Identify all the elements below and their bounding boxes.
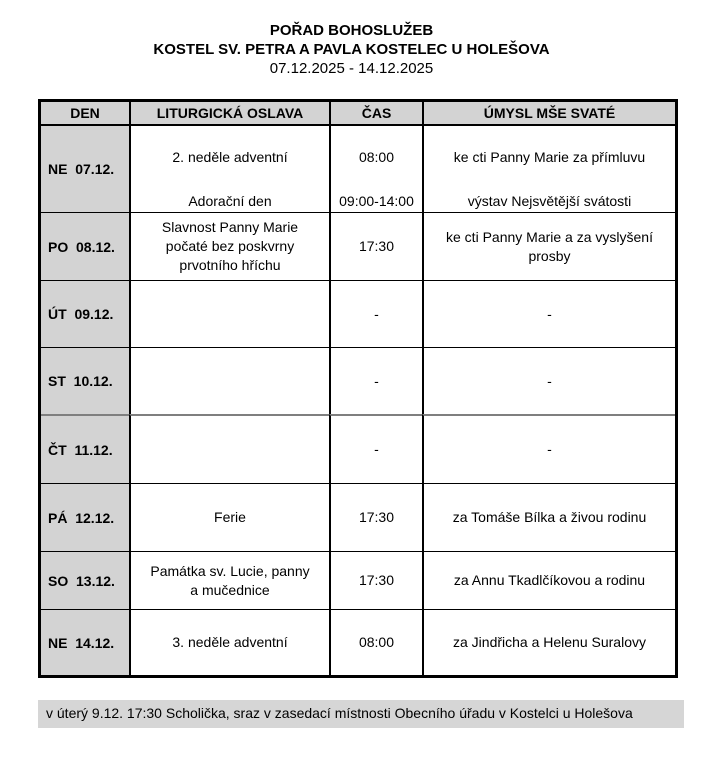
time-cell: 08:00 xyxy=(329,609,422,675)
day-cell: PÁ 12.12. xyxy=(41,483,129,551)
liturgy-cell: 3. neděle adventní xyxy=(129,609,329,675)
time-cell: 17:30 xyxy=(329,212,422,280)
footer-note: v úterý 9.12. 17:30 Scholička, sraz v zasedací místnosti Obecního úřadu v Kostelci u Holešova xyxy=(38,700,684,728)
intention-line-bottom: výstav Nejsvětější svátosti xyxy=(467,193,632,209)
page-title: POŘAD BOHOSLUŽEB xyxy=(269,22,434,39)
time-line-bottom: 09:00-14:00 xyxy=(339,193,414,209)
liturgy-cell xyxy=(129,347,329,414)
time-cell: 17:30 xyxy=(329,483,422,551)
day-cell: PO 08.12. xyxy=(41,212,129,280)
liturgy-line-bottom: Adorační den xyxy=(188,193,272,209)
day-cell: ÚT 09.12. xyxy=(41,280,129,347)
liturgy-cell xyxy=(129,414,329,483)
intention-line: ke cti Panny Marie a za vyslyšení xyxy=(446,228,653,245)
schedule-table xyxy=(38,99,678,678)
liturgy-line: prvotního hříchu xyxy=(179,257,281,273)
time-cell: - xyxy=(329,347,422,414)
intention-cell: za Annu Tkadlčíkovou a rodinu xyxy=(422,551,675,609)
day-cell: SO 13.12. xyxy=(41,551,129,609)
header-cell-time: ČAS xyxy=(329,102,422,126)
header-cell-day: DEN xyxy=(41,102,129,126)
day-cell: NE 14.12. xyxy=(41,609,129,675)
liturgy-cell xyxy=(129,212,329,280)
intention-cell: za Tomáše Bílka a živou rodinu xyxy=(422,483,675,551)
intention-cell: - xyxy=(422,414,675,483)
time-cell: - xyxy=(329,280,422,347)
header-cell-liturgy: LITURGICKÁ OSLAVA xyxy=(129,102,329,126)
time-cell: - xyxy=(329,414,422,483)
intention-cell xyxy=(422,212,675,280)
time-line-top: 08:00 xyxy=(358,148,395,165)
liturgy-cell xyxy=(129,280,329,347)
time-cell: 17:30 xyxy=(329,551,422,609)
intention-line: prosby xyxy=(528,247,571,264)
day-cell: ČT 11.12. xyxy=(41,414,129,483)
time-cell xyxy=(329,126,422,212)
intention-cell: za Jindřicha a Helenu Suralovy xyxy=(422,609,675,675)
header-cell-intention: ÚMYSL MŠE SVATÉ xyxy=(422,102,675,126)
liturgy-cell xyxy=(129,126,329,212)
liturgy-line: Slavnost Panny Marie xyxy=(161,219,299,235)
liturgy-line: počaté bez poskvrny xyxy=(165,238,295,254)
church-title: KOSTEL SV. PETRA A PAVLA KOSTELEC U HOLEŠOVA xyxy=(153,41,550,58)
day-cell: NE 07.12. xyxy=(41,126,129,212)
intention-line-top: ke cti Panny Marie za přímluvu xyxy=(453,148,646,165)
document-header xyxy=(0,0,703,78)
liturgy-cell xyxy=(129,551,329,609)
intention-cell xyxy=(422,126,675,212)
intention-cell: - xyxy=(422,347,675,414)
date-range: 07.12.2025 - 14.12.2025 xyxy=(269,60,434,77)
intention-cell: - xyxy=(422,280,675,347)
liturgy-line-top: 2. neděle adventní xyxy=(172,148,288,165)
day-cell: ST 10.12. xyxy=(41,347,129,414)
liturgy-line: Památka sv. Lucie, panny xyxy=(150,562,310,579)
liturgy-line: a mučednice xyxy=(190,581,270,598)
liturgy-cell: Ferie xyxy=(129,483,329,551)
